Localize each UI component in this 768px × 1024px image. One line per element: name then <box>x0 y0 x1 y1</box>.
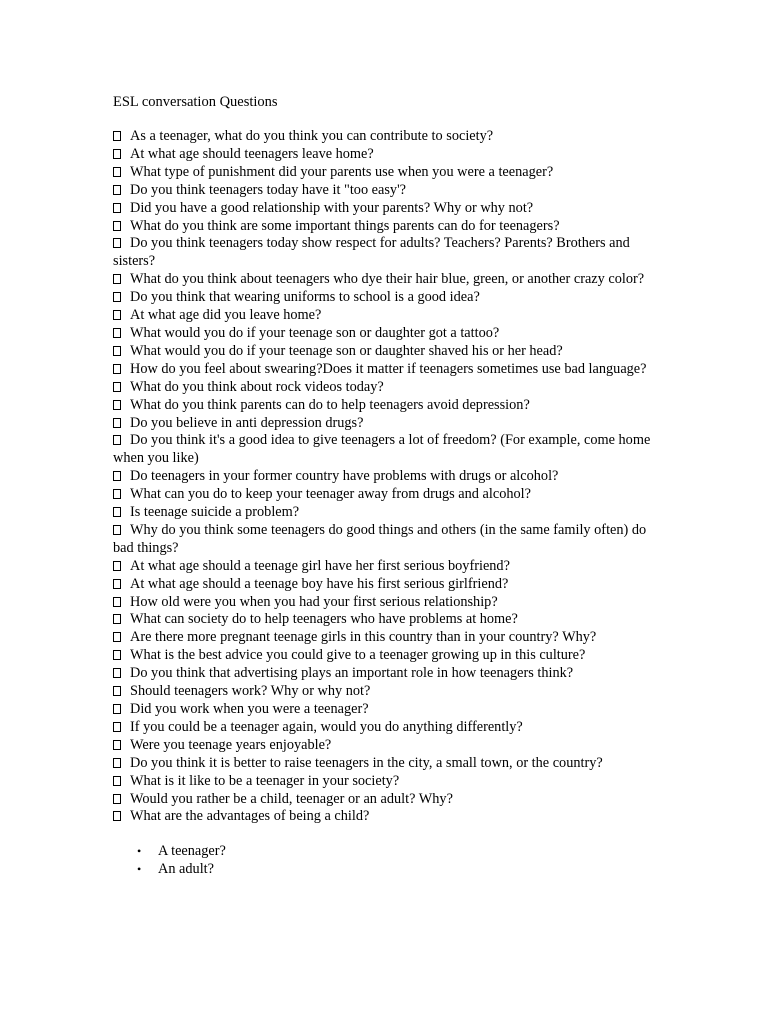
question-item <box>113 683 653 701</box>
document-page <box>113 92 653 879</box>
question-text: How do you feel about swearing?Does it matter if teenagers sometimes use bad language? <box>130 360 647 377</box>
missing-glyph-box-icon <box>113 507 121 517</box>
question-text: If you could be a teenager again, would you do anything differently? <box>130 718 523 735</box>
question-text: At what age should teenagers leave home? <box>130 145 374 162</box>
question-item <box>113 397 653 415</box>
missing-glyph-box-icon <box>113 686 121 696</box>
missing-glyph-box-icon <box>113 131 121 141</box>
question-item <box>113 307 653 325</box>
missing-glyph-box-icon <box>113 776 121 786</box>
question-text: What do you think are some important things parents can do for teenagers? <box>130 217 560 234</box>
question-item <box>113 719 653 737</box>
question-item <box>113 218 653 236</box>
question-text: Do teenagers in your former country have problems with drugs or alcohol? <box>130 468 559 485</box>
question-text: What is the best advice you could give to a teenager growing up in this culture? <box>130 647 586 664</box>
question-item <box>113 325 653 343</box>
question-text: As a teenager, what do you think you can contribute to society? <box>130 128 494 144</box>
question-item <box>113 271 653 289</box>
question-item <box>113 791 653 809</box>
question-item <box>113 200 653 218</box>
missing-glyph-box-icon <box>113 274 121 284</box>
missing-glyph-box-icon <box>113 489 121 499</box>
missing-glyph-box-icon <box>113 614 121 624</box>
question-text: Would you rather be a child, teenager or an adult? Why? <box>130 790 453 807</box>
question-item <box>113 289 653 307</box>
missing-glyph-box-icon <box>113 561 121 571</box>
question-text: What type of punishment did your parents use when you were a teenager? <box>130 163 554 180</box>
missing-glyph-box-icon <box>113 525 121 535</box>
question-text: Is teenage suicide a problem? <box>130 504 300 521</box>
missing-glyph-box-icon <box>113 722 121 732</box>
missing-glyph-box-icon <box>113 579 121 589</box>
question-item <box>113 415 653 433</box>
missing-glyph-box-icon <box>113 597 121 607</box>
sub-item-text: An adult? <box>158 861 214 878</box>
question-item <box>113 629 653 647</box>
question-text: What can you do to keep your teenager away from drugs and alcohol? <box>130 486 531 503</box>
question-item <box>113 146 653 164</box>
question-item <box>113 773 653 791</box>
missing-glyph-box-icon <box>113 238 121 248</box>
question-item <box>113 164 653 182</box>
question-text: What do you think about teenagers who dye their hair blue, green, or another crazy color? <box>130 271 645 288</box>
missing-glyph-box-icon <box>113 418 121 428</box>
question-text: Did you have a good relationship with your parents? Why or why not? <box>130 199 534 216</box>
question-item <box>113 576 653 594</box>
sub-list-item <box>137 861 653 879</box>
question-text: Did you work when you were a teenager? <box>130 701 369 717</box>
question-item <box>113 182 653 200</box>
question-text: What would you do if your teenage son or daughter got a tattoo? <box>130 324 500 341</box>
bullet-icon: • <box>137 844 142 859</box>
sub-question-list <box>113 843 653 879</box>
question-item <box>113 737 653 755</box>
missing-glyph-box-icon <box>113 346 121 356</box>
question-item <box>113 486 653 504</box>
question-text: How old were you when you had your first serious relationship? <box>130 593 498 610</box>
question-text: What are the advantages of being a child? <box>130 808 370 825</box>
question-text: Do you think it's a good idea to give teenagers a lot of freedom? (For example, come home when you like) <box>113 432 651 467</box>
question-text: Were you teenage years enjoyable? <box>130 736 332 753</box>
question-text: Are there more pregnant teenage girls in this country than in your country? Why? <box>130 629 597 646</box>
missing-glyph-box-icon <box>113 758 121 768</box>
missing-glyph-box-icon <box>113 185 121 195</box>
question-item <box>113 432 653 468</box>
missing-glyph-box-icon <box>113 794 121 804</box>
missing-glyph-box-icon <box>113 632 121 642</box>
question-text: What would you do if your teenage son or daughter shaved his or her head? <box>130 342 563 359</box>
question-item <box>113 594 653 612</box>
missing-glyph-box-icon <box>113 203 121 213</box>
question-text: Do you think teenagers today show respect for adults? Teachers? Parents? Brothers and sisters? <box>113 235 630 270</box>
missing-glyph-box-icon <box>113 328 121 338</box>
question-item <box>113 235 653 271</box>
question-item <box>113 379 653 397</box>
sub-list-item <box>137 843 653 861</box>
question-item <box>113 522 653 558</box>
question-text: What is it like to be a teenager in your society? <box>130 772 400 789</box>
question-text: At what age did you leave home? <box>130 307 322 324</box>
question-text: At what age should a teenage girl have her first serious boyfriend? <box>130 557 510 574</box>
question-item <box>113 665 653 683</box>
question-item <box>113 504 653 522</box>
question-list <box>113 128 653 826</box>
missing-glyph-box-icon <box>113 668 121 678</box>
sub-item-text: A teenager? <box>158 843 226 860</box>
question-text: Do you think that advertising plays an important role in how teenagers think? <box>130 665 574 682</box>
question-text: Should teenagers work? Why or why not? <box>130 683 371 700</box>
missing-glyph-box-icon <box>113 167 121 177</box>
question-text: Do you think that wearing uniforms to school is a good idea? <box>130 289 480 306</box>
missing-glyph-box-icon <box>113 811 121 821</box>
question-item <box>113 361 653 379</box>
question-item <box>113 128 653 146</box>
question-text: Do you think teenagers today have it "too easy'? <box>130 181 407 198</box>
question-item <box>113 755 653 773</box>
question-item <box>113 343 653 361</box>
question-item <box>113 558 653 576</box>
question-text: At what age should a teenage boy have his first serious girlfriend? <box>130 575 509 592</box>
question-item <box>113 701 653 719</box>
missing-glyph-box-icon <box>113 364 121 374</box>
missing-glyph-box-icon <box>113 471 121 481</box>
question-text: What do you think parents can do to help teenagers avoid depression? <box>130 396 530 413</box>
missing-glyph-box-icon <box>113 435 121 445</box>
question-item <box>113 468 653 486</box>
question-text: Do you think it is better to raise teenagers in the city, a small town, or the country? <box>130 754 603 771</box>
question-text: Why do you think some teenagers do good things and others (in the same family often) do bad things? <box>113 521 647 556</box>
document-title: ESL conversation Questions <box>113 94 278 110</box>
missing-glyph-box-icon <box>113 292 121 302</box>
question-item <box>113 808 653 826</box>
question-text: Do you believe in anti depression drugs? <box>130 414 364 431</box>
missing-glyph-box-icon <box>113 650 121 660</box>
missing-glyph-box-icon <box>113 221 121 231</box>
question-text: What can society do to help teenagers who have problems at home? <box>130 611 518 628</box>
missing-glyph-box-icon <box>113 740 121 750</box>
missing-glyph-box-icon <box>113 382 121 392</box>
question-item <box>113 611 653 629</box>
missing-glyph-box-icon <box>113 149 121 159</box>
question-item <box>113 647 653 665</box>
missing-glyph-box-icon <box>113 310 121 320</box>
bullet-icon: • <box>137 862 142 877</box>
question-text: What do you think about rock videos today? <box>130 378 384 395</box>
missing-glyph-box-icon <box>113 400 121 410</box>
missing-glyph-box-icon <box>113 704 121 714</box>
